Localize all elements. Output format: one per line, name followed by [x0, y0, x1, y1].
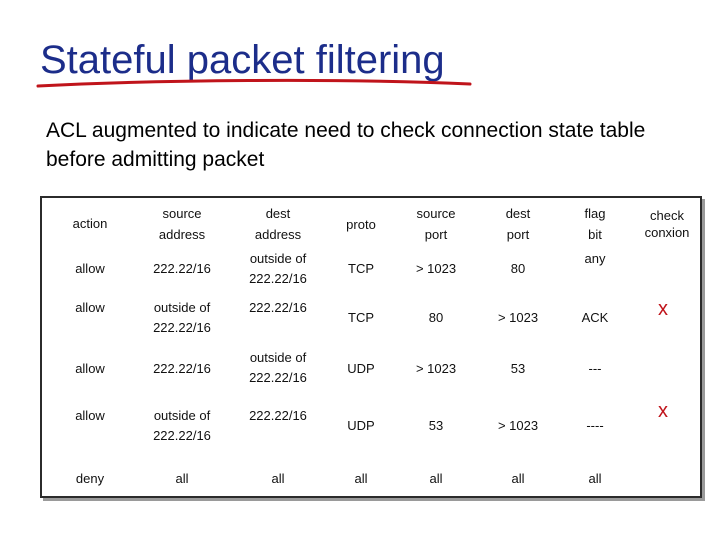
row1-flag-bit: any: [584, 251, 606, 266]
acl-table: [40, 196, 702, 498]
row5-flag-bit: all: [588, 471, 602, 486]
row4-source-address-line1: outside of: [153, 408, 211, 423]
row2-source-address-line1: outside of: [153, 300, 211, 315]
row1-source-address: 222.22/16: [153, 261, 211, 276]
header-proto: proto: [346, 217, 376, 232]
row2-source-address-line2: 222.22/16: [153, 320, 211, 335]
header-source-address-line2: address: [158, 227, 206, 242]
row4-source-port: 53: [428, 418, 444, 433]
row1-proto: TCP: [348, 261, 374, 276]
row3-source-address: 222.22/16: [153, 361, 211, 376]
header-check-conxion-line2: conxion: [644, 225, 690, 240]
row3-action: allow: [75, 361, 105, 376]
row4-dest-address: 222.22/16: [249, 408, 307, 423]
row5-source-port: all: [429, 471, 443, 486]
row2-proto: TCP: [348, 310, 374, 325]
row2-dest-address: 222.22/16: [249, 300, 307, 315]
row3-proto: UDP: [347, 361, 375, 376]
header-source-port-line2: port: [424, 227, 448, 242]
row5-dest-address: all: [271, 471, 285, 486]
row4-source-address-line2: 222.22/16: [153, 428, 211, 443]
row3-dest-port: 53: [510, 361, 526, 376]
row2-flag-bit: ACK: [581, 310, 609, 325]
row4-check-conxion-x-mark: x: [658, 400, 668, 422]
row2-dest-port: > 1023: [497, 310, 539, 325]
row5-action: deny: [75, 471, 105, 486]
row4-action: allow: [75, 408, 105, 423]
header-check-conxion-line1: check: [650, 208, 684, 223]
row5-proto: all: [354, 471, 368, 486]
row1-dest-address-line1: outside of: [249, 251, 307, 266]
row3-dest-address-line2: 222.22/16: [249, 370, 307, 385]
row1-dest-address-line2: 222.22/16: [249, 271, 307, 286]
row1-dest-port: 80: [510, 261, 526, 276]
header-dest-address-line1: dest: [265, 206, 291, 221]
header-flag-bit-line1: flag: [584, 206, 606, 221]
title-underline: [36, 74, 472, 94]
row2-check-conxion-x-mark: x: [658, 298, 668, 320]
row4-flag-bit: ----: [586, 418, 604, 433]
row1-action: allow: [75, 261, 105, 276]
row5-source-address: all: [175, 471, 189, 486]
row4-dest-port: > 1023: [497, 418, 539, 433]
header-action: action: [72, 216, 108, 231]
row4-proto: UDP: [347, 418, 375, 433]
row2-action: allow: [75, 300, 105, 315]
header-dest-port-line1: dest: [505, 206, 531, 221]
row2-source-port: 80: [428, 310, 444, 325]
row3-source-port: > 1023: [415, 361, 457, 376]
row3-dest-address-line1: outside of: [249, 350, 307, 365]
row1-source-port: > 1023: [415, 261, 457, 276]
slide-subtitle: ACL augmented to indicate need to check connection state table before admitting packet: [46, 119, 646, 171]
header-flag-bit-line2: bit: [588, 227, 602, 242]
header-source-address-line1: source: [162, 206, 202, 221]
row3-flag-bit: ---: [588, 361, 602, 376]
row5-dest-port: all: [511, 471, 525, 486]
header-dest-address-line2: address: [254, 227, 302, 242]
header-source-port-line1: source: [416, 206, 456, 221]
slide-title: Stateful packet filtering: [40, 38, 445, 82]
header-dest-port-line2: port: [506, 227, 530, 242]
